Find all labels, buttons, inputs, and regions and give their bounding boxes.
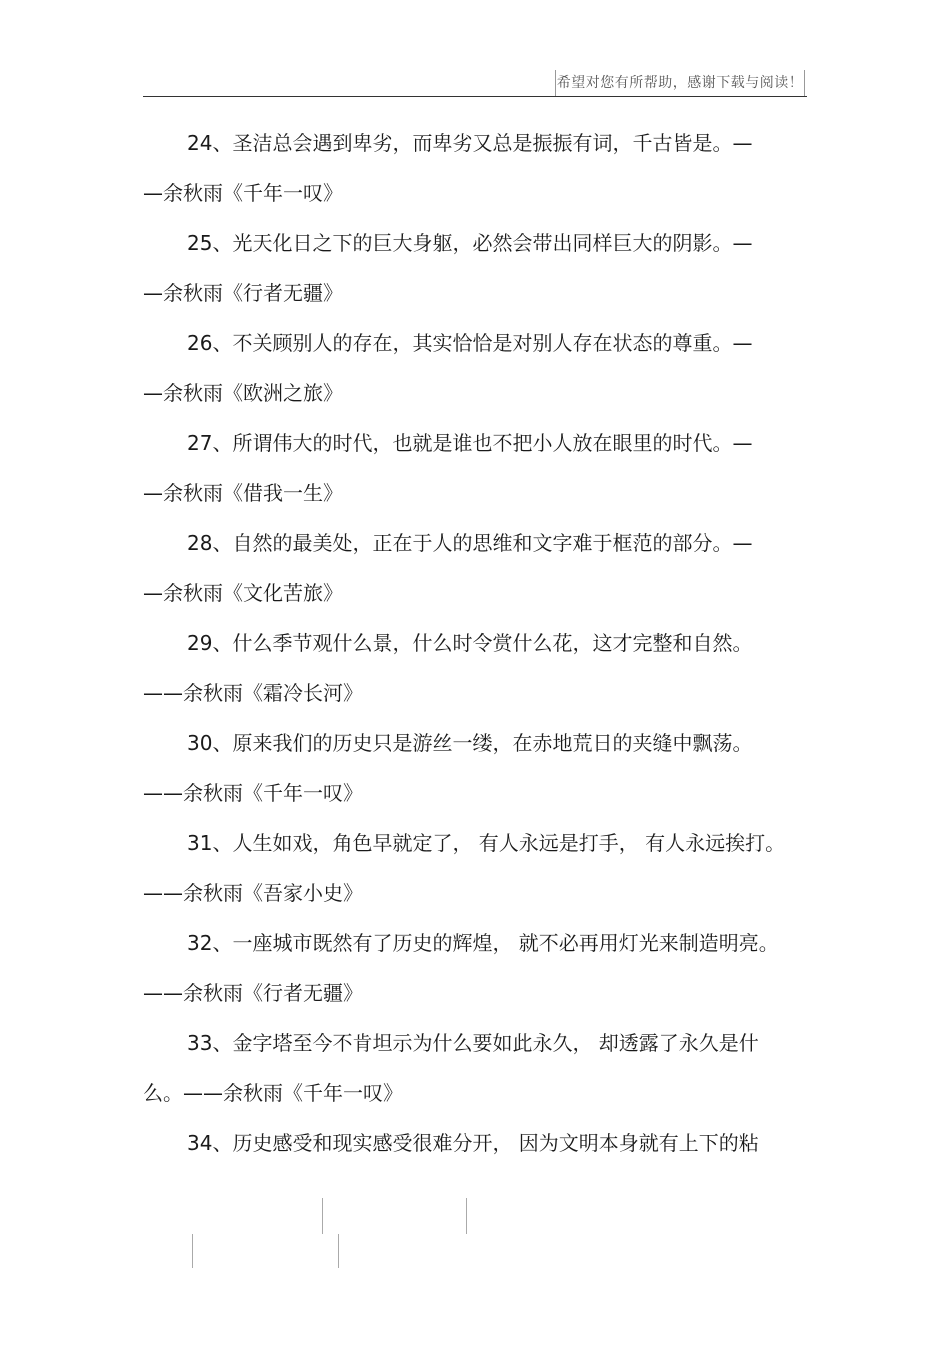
quote-30-source: ——余秋雨《千年一叹》 — [143, 781, 363, 805]
quote-33-text: 33、金字塔至今不肯坦示为什么要如此永久， 却透露了永久是什 — [187, 1031, 759, 1055]
quote-31-source: ——余秋雨《吾家小史》 — [143, 881, 363, 905]
header-note: 希望对您有所帮助，感谢下载与阅读！ — [555, 70, 805, 96]
header-divider — [143, 96, 807, 97]
quote-31-text: 31、人生如戏，角色早就定了， 有人永远是打手， 有人永远挨打。 — [187, 831, 786, 855]
quote-33-source: 么。——余秋雨《千年一叹》 — [143, 1081, 403, 1105]
scan-artifact-line — [466, 1198, 467, 1234]
quote-28-source: —余秋雨《文化苦旅》 — [143, 581, 343, 605]
quote-26-text: 26、不关顾别人的存在，其实恰恰是对别人存在状态的尊重。— — [187, 331, 753, 355]
quote-25-source: —余秋雨《行者无疆》 — [143, 281, 343, 305]
quote-28-text: 28、自然的最美处，正在于人的思维和文字难于框范的部分。— — [187, 531, 753, 555]
quote-list — [143, 118, 807, 1168]
scan-artifact-line — [338, 1234, 339, 1268]
scan-artifact-line — [192, 1234, 193, 1268]
quote-32-text: 32、一座城市既然有了历史的辉煌， 就不必再用灯光来制造明亮。 — [187, 931, 779, 955]
quote-29-text: 29、什么季节观什么景，什么时令赏什么花，这才完整和自然。 — [187, 631, 753, 655]
quote-25-text: 25、光天化日之下的巨大身躯，必然会带出同样巨大的阴影。— — [187, 231, 753, 255]
quote-30-text: 30、原来我们的历史只是游丝一缕，在赤地荒日的夹缝中飘荡。 — [187, 731, 753, 755]
quote-34-text: 34、历史感受和现实感受很难分开， 因为文明本身就有上下的粘 — [187, 1131, 759, 1155]
quote-27-source: —余秋雨《借我一生》 — [143, 481, 343, 505]
scan-artifact-line — [322, 1198, 323, 1234]
quote-26-source: —余秋雨《欧洲之旅》 — [143, 381, 343, 405]
quote-24-text: 24、圣洁总会遇到卑劣，而卑劣又总是振振有词，千古皆是。— — [187, 131, 753, 155]
quote-27-text: 27、所谓伟大的时代，也就是谁也不把小人放在眼里的时代。— — [187, 431, 753, 455]
quote-24-source: —余秋雨《千年一叹》 — [143, 181, 343, 205]
quote-32-source: ——余秋雨《行者无疆》 — [143, 981, 363, 1005]
quote-29-source: ——余秋雨《霜冷长河》 — [143, 681, 363, 705]
